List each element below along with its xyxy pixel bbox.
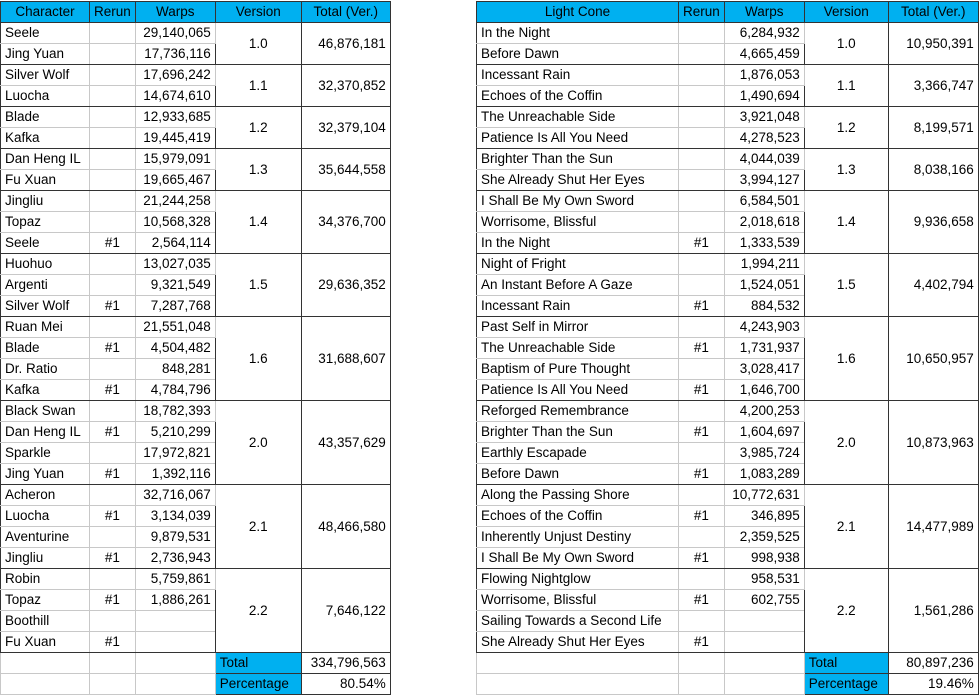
rerun-cell[interactable] [90, 212, 136, 233]
name-cell[interactable]: Flowing Nightglow [477, 569, 679, 590]
rerun-cell[interactable] [90, 44, 136, 65]
name-cell[interactable]: Blade [1, 338, 90, 359]
name-cell[interactable]: Dr. Ratio [1, 359, 90, 380]
warps-cell[interactable]: 14,674,610 [135, 86, 215, 107]
warps-cell[interactable] [724, 632, 804, 653]
warps-cell[interactable]: 4,243,903 [724, 317, 804, 338]
rerun-cell[interactable] [679, 107, 725, 128]
rerun-cell[interactable]: #1 [90, 464, 136, 485]
version-total-cell[interactable]: 3,366,747 [888, 65, 978, 107]
rerun-cell[interactable] [679, 485, 725, 506]
rerun-cell[interactable]: #1 [679, 296, 725, 317]
warps-cell[interactable]: 1,731,937 [724, 338, 804, 359]
name-cell[interactable]: Huohuo [1, 254, 90, 275]
version-cell[interactable]: 1.1 [215, 65, 301, 107]
name-cell[interactable]: In the Night [477, 233, 679, 254]
rerun-cell[interactable] [90, 611, 136, 632]
table-row [477, 569, 979, 590]
version-cell[interactable]: 2.2 [804, 569, 888, 653]
empty-cell [679, 674, 725, 695]
warps-cell[interactable]: 1,524,051 [724, 275, 804, 296]
warps-cell[interactable]: 10,568,328 [135, 212, 215, 233]
version-total-cell[interactable]: 14,477,989 [888, 485, 978, 569]
warps-cell[interactable]: 1,646,700 [724, 380, 804, 401]
warps-cell[interactable]: 1,604,697 [724, 422, 804, 443]
rerun-cell[interactable] [90, 443, 136, 464]
version-cell[interactable]: 1.0 [215, 23, 301, 65]
version-total-cell[interactable]: 43,357,629 [301, 401, 390, 485]
warps-cell[interactable]: 19,445,419 [135, 128, 215, 149]
name-cell[interactable]: Silver Wolf [1, 65, 90, 86]
rerun-cell[interactable]: #1 [679, 548, 725, 569]
table-row [1, 149, 391, 170]
percentage-row [477, 674, 979, 695]
name-cell[interactable]: Kafka [1, 128, 90, 149]
rerun-cell[interactable] [679, 170, 725, 191]
warps-cell[interactable]: 2,018,618 [724, 212, 804, 233]
table-row [1, 191, 391, 212]
name-cell[interactable]: Before Dawn [477, 44, 679, 65]
warps-cell[interactable]: 17,972,821 [135, 443, 215, 464]
total-row [1, 653, 391, 674]
warps-cell[interactable]: 3,985,724 [724, 443, 804, 464]
version-total-cell[interactable]: 34,376,700 [301, 191, 390, 254]
rerun-cell[interactable] [90, 65, 136, 86]
table-row [477, 485, 979, 506]
rerun-cell[interactable] [679, 191, 725, 212]
version-cell[interactable]: 1.1 [804, 65, 888, 107]
name-cell[interactable]: Boothill [1, 611, 90, 632]
header-light-cone[interactable]: Light Cone [477, 2, 679, 23]
warps-cell[interactable]: 7,287,768 [135, 296, 215, 317]
warps-cell[interactable]: 346,895 [724, 506, 804, 527]
empty-cell [724, 653, 804, 674]
warps-cell[interactable]: 2,359,525 [724, 527, 804, 548]
warps-cell[interactable]: 4,200,253 [724, 401, 804, 422]
warps-cell[interactable]: 17,696,242 [135, 65, 215, 86]
warps-cell[interactable]: 10,772,631 [724, 485, 804, 506]
version-cell[interactable]: 1.3 [215, 149, 301, 191]
name-cell[interactable]: Kafka [1, 380, 90, 401]
total-label[interactable]: Total [804, 653, 888, 674]
warps-cell[interactable] [135, 611, 215, 632]
warps-cell[interactable]: 4,665,459 [724, 44, 804, 65]
warps-cell[interactable]: 2,564,114 [135, 233, 215, 254]
warps-cell[interactable]: 1,333,539 [724, 233, 804, 254]
warps-cell[interactable]: 4,504,482 [135, 338, 215, 359]
warps-cell[interactable]: 884,532 [724, 296, 804, 317]
name-cell[interactable]: The Unreachable Side [477, 338, 679, 359]
version-cell[interactable]: 1.4 [215, 191, 301, 254]
header-version[interactable]: Version [804, 2, 888, 23]
rerun-cell[interactable] [90, 191, 136, 212]
version-total-cell[interactable]: 8,199,571 [888, 107, 978, 149]
table-row [477, 149, 979, 170]
version-total-cell[interactable]: 46,876,181 [301, 23, 390, 65]
rerun-cell[interactable] [679, 128, 725, 149]
name-cell[interactable]: Luocha [1, 506, 90, 527]
name-cell[interactable]: I Shall Be My Own Sword [477, 191, 679, 212]
total-label[interactable]: Total [215, 653, 301, 674]
rerun-cell[interactable]: #1 [679, 338, 725, 359]
warps-cell[interactable]: 3,921,048 [724, 107, 804, 128]
name-cell[interactable]: Fu Xuan [1, 632, 90, 653]
table-row [477, 317, 979, 338]
name-cell[interactable]: Jingliu [1, 191, 90, 212]
warps-cell[interactable]: 21,244,258 [135, 191, 215, 212]
rerun-cell[interactable]: #1 [90, 506, 136, 527]
empty-cell [477, 653, 679, 674]
rerun-cell[interactable]: #1 [90, 590, 136, 611]
rerun-cell[interactable] [679, 527, 725, 548]
name-cell[interactable]: Incessant Rain [477, 296, 679, 317]
version-total-cell[interactable]: 35,644,558 [301, 149, 390, 191]
version-total-cell[interactable]: 32,379,104 [301, 107, 390, 149]
name-cell[interactable]: Fu Xuan [1, 170, 90, 191]
name-cell[interactable]: Worrisome, Blissful [477, 590, 679, 611]
header-warps[interactable]: Warps [135, 2, 215, 23]
version-total-cell[interactable]: 10,873,963 [888, 401, 978, 485]
name-cell[interactable]: Patience Is All You Need [477, 380, 679, 401]
warps-cell[interactable] [135, 632, 215, 653]
version-total-cell[interactable]: 9,936,658 [888, 191, 978, 254]
version-total-cell[interactable]: 10,650,957 [888, 317, 978, 401]
warps-cell[interactable]: 1,876,053 [724, 65, 804, 86]
warps-cell[interactable]: 1,886,261 [135, 590, 215, 611]
light-cone-header-row [477, 2, 979, 23]
warps-cell[interactable]: 4,044,039 [724, 149, 804, 170]
name-cell[interactable]: Dan Heng IL [1, 422, 90, 443]
rerun-cell[interactable] [90, 401, 136, 422]
name-cell[interactable]: Aventurine [1, 527, 90, 548]
rerun-cell[interactable]: #1 [90, 422, 136, 443]
name-cell[interactable]: Jing Yuan [1, 464, 90, 485]
empty-cell [679, 653, 725, 674]
name-cell[interactable]: Along the Passing Shore [477, 485, 679, 506]
table-row [1, 485, 391, 506]
light-cone-warps-table [476, 1, 979, 695]
rerun-cell[interactable] [679, 65, 725, 86]
name-cell[interactable]: Baptism of Pure Thought [477, 359, 679, 380]
name-cell[interactable]: She Already Shut Her Eyes [477, 170, 679, 191]
name-cell[interactable]: Sparkle [1, 443, 90, 464]
header-warps[interactable]: Warps [724, 2, 804, 23]
name-cell[interactable]: Seele [1, 23, 90, 44]
percentage-label[interactable]: Percentage [804, 674, 888, 695]
warps-cell[interactable]: 13,027,035 [135, 254, 215, 275]
rerun-cell[interactable] [679, 254, 725, 275]
empty-cell [1, 674, 90, 695]
version-cell[interactable]: 2.1 [804, 485, 888, 569]
name-cell[interactable]: An Instant Before A Gaze [477, 275, 679, 296]
rerun-cell[interactable] [679, 275, 725, 296]
rerun-cell[interactable] [90, 107, 136, 128]
warps-cell[interactable]: 848,281 [135, 359, 215, 380]
rerun-cell[interactable] [90, 359, 136, 380]
empty-cell [477, 674, 679, 695]
header-character[interactable]: Character [1, 2, 90, 23]
version-cell[interactable]: 2.2 [215, 569, 301, 653]
table-row [1, 317, 391, 338]
table-row [1, 401, 391, 422]
rerun-cell[interactable] [679, 86, 725, 107]
warps-cell[interactable]: 3,994,127 [724, 170, 804, 191]
header-rerun[interactable]: Rerun [90, 2, 136, 23]
percentage-row [1, 674, 391, 695]
name-cell[interactable]: Patience Is All You Need [477, 128, 679, 149]
warps-cell[interactable]: 1,392,116 [135, 464, 215, 485]
warps-cell[interactable]: 1,994,211 [724, 254, 804, 275]
warps-cell[interactable]: 1,083,289 [724, 464, 804, 485]
rerun-cell[interactable] [90, 254, 136, 275]
empty-cell [135, 674, 215, 695]
warps-cell[interactable]: 18,782,393 [135, 401, 215, 422]
table-row [477, 23, 979, 44]
rerun-cell[interactable] [679, 401, 725, 422]
name-cell[interactable]: Brighter Than the Sun [477, 149, 679, 170]
name-cell[interactable]: In the Night [477, 23, 679, 44]
table-row [1, 569, 391, 590]
rerun-cell[interactable]: #1 [679, 422, 725, 443]
rerun-cell[interactable]: #1 [679, 632, 725, 653]
warps-cell[interactable]: 4,784,796 [135, 380, 215, 401]
warps-cell[interactable]: 29,140,065 [135, 23, 215, 44]
version-total-cell[interactable]: 1,561,286 [888, 569, 978, 653]
rerun-cell[interactable] [679, 149, 725, 170]
rerun-cell[interactable] [90, 23, 136, 44]
table-row [1, 254, 391, 275]
name-cell[interactable]: Earthly Escapade [477, 443, 679, 464]
header-version[interactable]: Version [215, 2, 301, 23]
version-cell[interactable]: 1.4 [804, 191, 888, 254]
table-row [1, 23, 391, 44]
character-warps-table [0, 1, 391, 695]
name-cell[interactable]: Echoes of the Coffin [477, 86, 679, 107]
warps-cell[interactable]: 6,284,932 [724, 23, 804, 44]
percentage-value[interactable]: 80.54% [301, 674, 390, 695]
name-cell[interactable]: Topaz [1, 590, 90, 611]
rerun-cell[interactable] [679, 212, 725, 233]
name-cell[interactable]: Past Self in Mirror [477, 317, 679, 338]
header-rerun[interactable]: Rerun [679, 2, 725, 23]
rerun-cell[interactable] [90, 275, 136, 296]
warps-cell[interactable]: 21,551,048 [135, 317, 215, 338]
name-cell[interactable]: Dan Heng IL [1, 149, 90, 170]
name-cell[interactable]: Night of Fright [477, 254, 679, 275]
warps-cell[interactable]: 32,716,067 [135, 485, 215, 506]
empty-cell [90, 674, 136, 695]
version-total-cell[interactable]: 31,688,607 [301, 317, 390, 401]
rerun-cell[interactable] [90, 86, 136, 107]
version-cell[interactable]: 1.3 [804, 149, 888, 191]
name-cell[interactable]: Luocha [1, 86, 90, 107]
name-cell[interactable]: Seele [1, 233, 90, 254]
header-total-ver[interactable]: Total (Ver.) [888, 2, 978, 23]
version-cell[interactable]: 1.5 [804, 254, 888, 317]
version-cell[interactable]: 1.6 [804, 317, 888, 401]
name-cell[interactable]: Jingliu [1, 548, 90, 569]
version-cell[interactable]: 2.0 [215, 401, 301, 485]
rerun-cell[interactable]: #1 [90, 233, 136, 254]
table-row [477, 65, 979, 86]
rerun-cell[interactable]: #1 [90, 338, 136, 359]
table-row [477, 191, 979, 212]
name-cell[interactable]: Reforged Remembrance [477, 401, 679, 422]
name-cell[interactable]: Sailing Towards a Second Life [477, 611, 679, 632]
warps-cell[interactable]: 17,736,116 [135, 44, 215, 65]
percentage-label[interactable]: Percentage [215, 674, 301, 695]
table-row [477, 107, 979, 128]
rerun-cell[interactable] [679, 443, 725, 464]
warps-cell[interactable]: 4,278,523 [724, 128, 804, 149]
rerun-cell[interactable] [90, 569, 136, 590]
name-cell[interactable]: Argenti [1, 275, 90, 296]
percentage-value[interactable]: 19.46% [888, 674, 978, 695]
name-cell[interactable]: Worrisome, Blissful [477, 212, 679, 233]
rerun-cell[interactable] [679, 317, 725, 338]
version-cell[interactable]: 1.0 [804, 23, 888, 65]
name-cell[interactable]: Inherently Unjust Destiny [477, 527, 679, 548]
version-total-cell[interactable]: 8,038,166 [888, 149, 978, 191]
version-total-cell[interactable]: 10,950,391 [888, 23, 978, 65]
version-cell[interactable]: 2.1 [215, 485, 301, 569]
rerun-cell[interactable]: #1 [679, 506, 725, 527]
name-cell[interactable]: Ruan Mei [1, 317, 90, 338]
warps-cell[interactable]: 12,933,685 [135, 107, 215, 128]
rerun-cell[interactable] [679, 44, 725, 65]
rerun-cell[interactable]: #1 [679, 233, 725, 254]
rerun-cell[interactable] [679, 359, 725, 380]
table-row [1, 65, 391, 86]
warps-cell[interactable]: 15,979,091 [135, 149, 215, 170]
version-total-cell[interactable]: 4,402,794 [888, 254, 978, 317]
warps-cell[interactable]: 1,490,694 [724, 86, 804, 107]
total-value[interactable]: 334,796,563 [301, 653, 390, 674]
name-cell[interactable]: Acheron [1, 485, 90, 506]
warps-cell[interactable]: 998,938 [724, 548, 804, 569]
warps-cell[interactable]: 958,531 [724, 569, 804, 590]
total-value[interactable]: 80,897,236 [888, 653, 978, 674]
name-cell[interactable]: Robin [1, 569, 90, 590]
version-cell[interactable]: 1.5 [215, 254, 301, 317]
header-total-ver[interactable]: Total (Ver.) [301, 2, 390, 23]
name-cell[interactable]: Brighter Than the Sun [477, 422, 679, 443]
warps-cell[interactable]: 6,584,501 [724, 191, 804, 212]
empty-cell [135, 653, 215, 674]
warps-cell[interactable]: 602,755 [724, 590, 804, 611]
empty-cell [724, 674, 804, 695]
version-cell[interactable]: 1.2 [804, 107, 888, 149]
rerun-cell[interactable] [90, 317, 136, 338]
name-cell[interactable]: She Already Shut Her Eyes [477, 632, 679, 653]
rerun-cell[interactable] [679, 611, 725, 632]
rerun-cell[interactable]: #1 [90, 296, 136, 317]
version-cell[interactable]: 1.2 [215, 107, 301, 149]
name-cell[interactable]: The Unreachable Side [477, 107, 679, 128]
warps-cell[interactable]: 3,028,417 [724, 359, 804, 380]
table-row [477, 401, 979, 422]
rerun-cell[interactable] [679, 569, 725, 590]
version-cell[interactable]: 1.6 [215, 317, 301, 401]
version-total-cell[interactable]: 29,636,352 [301, 254, 390, 317]
rerun-cell[interactable] [90, 527, 136, 548]
rerun-cell[interactable] [679, 23, 725, 44]
name-cell[interactable]: Blade [1, 107, 90, 128]
name-cell[interactable]: Echoes of the Coffin [477, 506, 679, 527]
rerun-cell[interactable]: #1 [679, 590, 725, 611]
warps-cell[interactable]: 19,665,467 [135, 170, 215, 191]
rerun-cell[interactable] [90, 170, 136, 191]
empty-cell [1, 653, 90, 674]
rerun-cell[interactable]: #1 [90, 548, 136, 569]
name-cell[interactable]: Jing Yuan [1, 44, 90, 65]
warps-cell[interactable] [724, 611, 804, 632]
rerun-cell[interactable]: #1 [679, 464, 725, 485]
version-total-cell[interactable]: 32,370,852 [301, 65, 390, 107]
rerun-cell[interactable] [90, 149, 136, 170]
warps-cell[interactable]: 5,759,861 [135, 569, 215, 590]
warps-cell[interactable]: 2,736,943 [135, 548, 215, 569]
version-cell[interactable]: 2.0 [804, 401, 888, 485]
rerun-cell[interactable] [90, 485, 136, 506]
rerun-cell[interactable]: #1 [90, 632, 136, 653]
empty-cell [90, 653, 136, 674]
total-row [477, 653, 979, 674]
name-cell[interactable]: Incessant Rain [477, 65, 679, 86]
name-cell[interactable]: Silver Wolf [1, 296, 90, 317]
warps-cell[interactable]: 9,879,531 [135, 527, 215, 548]
table-row [1, 107, 391, 128]
warps-cell[interactable]: 9,321,549 [135, 275, 215, 296]
rerun-cell[interactable] [90, 128, 136, 149]
name-cell[interactable]: Before Dawn [477, 464, 679, 485]
rerun-cell[interactable]: #1 [90, 380, 136, 401]
table-row [477, 254, 979, 275]
character-header-row [1, 2, 391, 23]
rerun-cell[interactable]: #1 [679, 380, 725, 401]
name-cell[interactable]: Topaz [1, 212, 90, 233]
version-total-cell[interactable]: 7,646,122 [301, 569, 390, 653]
name-cell[interactable]: I Shall Be My Own Sword [477, 548, 679, 569]
name-cell[interactable]: Black Swan [1, 401, 90, 422]
warps-cell[interactable]: 5,210,299 [135, 422, 215, 443]
version-total-cell[interactable]: 48,466,580 [301, 485, 390, 569]
warps-cell[interactable]: 3,134,039 [135, 506, 215, 527]
